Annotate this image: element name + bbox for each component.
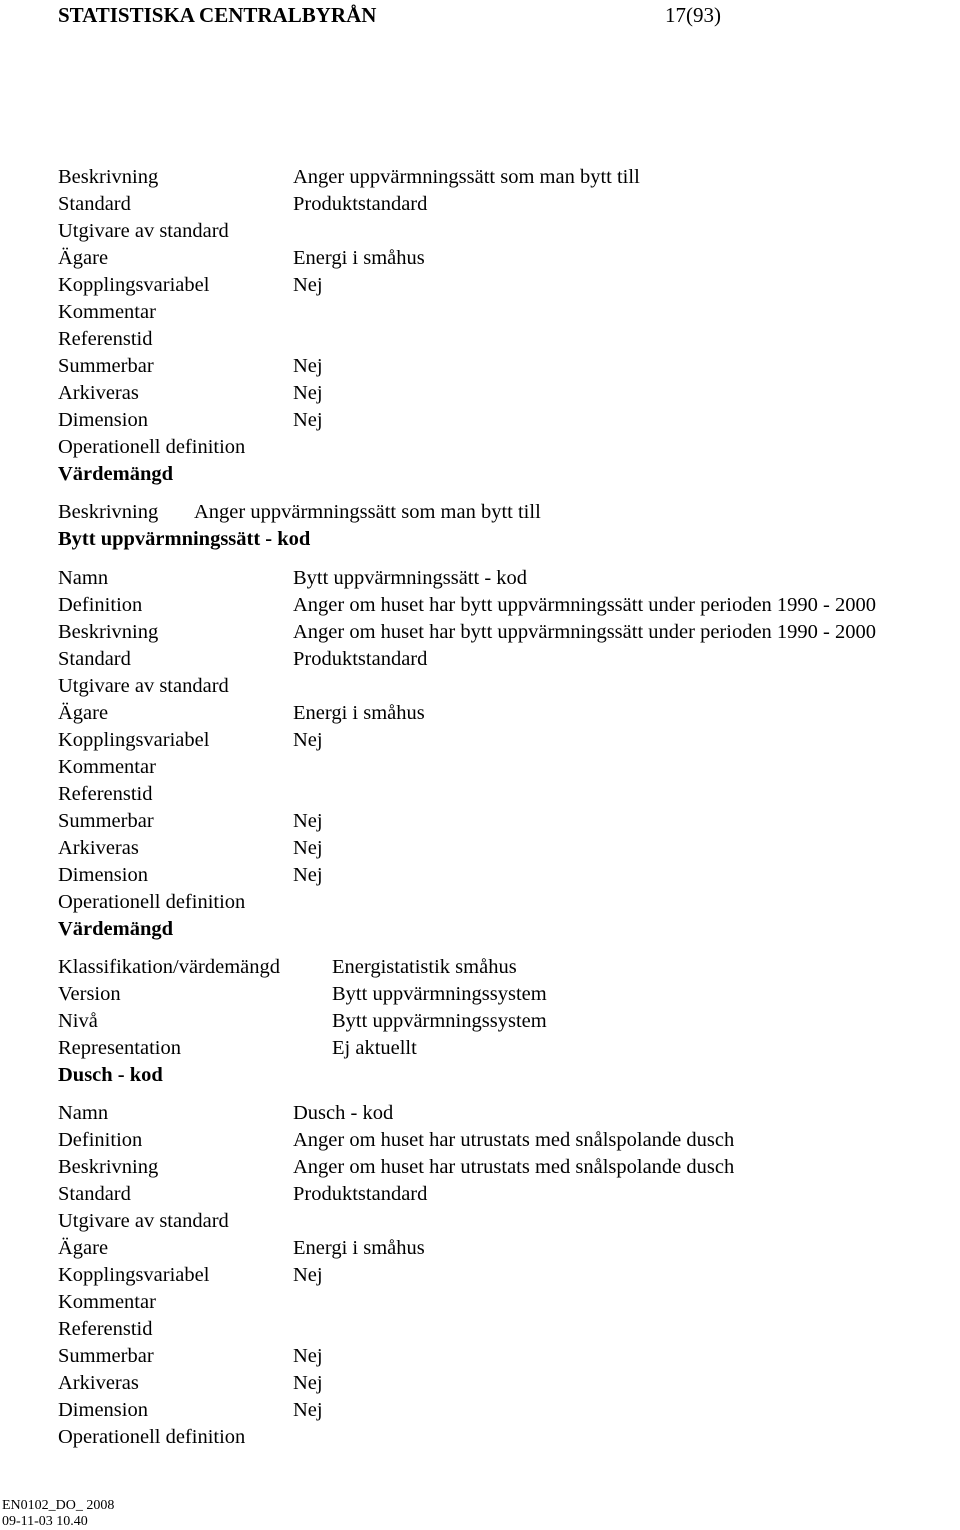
s3-label: Definition	[58, 1129, 143, 1151]
s3-label: Utgivare av standard	[58, 1210, 229, 1232]
s1-value: Nej	[293, 274, 323, 296]
s2-label: Utgivare av standard	[58, 675, 229, 697]
s1-label: Beskrivning	[58, 166, 159, 188]
s3-label: Summerbar	[58, 1345, 154, 1367]
s1-label: Summerbar	[58, 355, 154, 377]
s3-label: Beskrivning	[58, 1156, 159, 1178]
s3-value: Nej	[293, 1399, 323, 1421]
s2-value: Bytt uppvärmningssätt - kod	[293, 567, 528, 589]
s3-label: Arkiveras	[58, 1372, 139, 1394]
s1-label: Arkiveras	[58, 382, 139, 404]
page-number: 17(93)	[665, 3, 721, 27]
s1-vardemangd: Värdemängd	[58, 463, 174, 485]
s2-value: Nej	[293, 837, 323, 859]
s1-label: Referenstid	[58, 328, 153, 350]
s2-value: Anger om huset har bytt uppvärmningssätt under perioden 1990 - 2000	[293, 621, 876, 643]
class-value: Energistatistik småhus	[332, 956, 517, 978]
footer-doc: EN0102_DO_ 2008	[2, 1498, 115, 1513]
s2-label: Kopplingsvariabel	[58, 729, 210, 751]
s2-label: Dimension	[58, 864, 148, 886]
s3-label: Operationell definition	[58, 1426, 246, 1448]
s3-label: Kommentar	[58, 1291, 156, 1313]
s1-desc-value: Anger uppvärmningssätt som man bytt till	[194, 501, 541, 523]
s2-vardemangd: Värdemängd	[58, 918, 174, 940]
s3-label: Referenstid	[58, 1318, 153, 1340]
s3-value: Nej	[293, 1372, 323, 1394]
s1-label: Utgivare av standard	[58, 220, 229, 242]
s1-value: Nej	[293, 355, 323, 377]
class-value: Ej aktuellt	[332, 1037, 417, 1059]
s1-label: Kommentar	[58, 301, 156, 323]
s3-label: Kopplingsvariabel	[58, 1264, 210, 1286]
s2-label: Standard	[58, 648, 131, 670]
s2-value: Produktstandard	[293, 648, 428, 670]
s2-label: Operationell definition	[58, 891, 246, 913]
s3-value: Anger om huset har utrustats med snålspolande dusch	[293, 1129, 735, 1151]
class-label: Version	[58, 983, 121, 1005]
s2-label: Summerbar	[58, 810, 154, 832]
s2-value: Nej	[293, 810, 323, 832]
s2-value: Energi i småhus	[293, 702, 425, 724]
s3-value: Energi i småhus	[293, 1237, 425, 1259]
s1-value: Energi i småhus	[293, 247, 425, 269]
footer-date: 09-11-03 10.40	[2, 1514, 88, 1529]
s1-label: Standard	[58, 193, 131, 215]
s1-value: Anger uppvärmningssätt som man bytt till	[293, 166, 640, 188]
s1-value: Produktstandard	[293, 193, 428, 215]
section-heading: Bytt uppvärmningssätt - kod	[58, 528, 311, 550]
s3-value: Anger om huset har utrustats med snålspolande dusch	[293, 1156, 735, 1178]
s2-label: Referenstid	[58, 783, 153, 805]
s1-label: Kopplingsvariabel	[58, 274, 210, 296]
s3-label: Ägare	[58, 1237, 109, 1259]
s3-label: Dimension	[58, 1399, 148, 1421]
s3-value: Dusch - kod	[293, 1102, 394, 1124]
s1-label: Ägare	[58, 247, 109, 269]
class-label: Representation	[58, 1037, 181, 1059]
s3-value: Produktstandard	[293, 1183, 428, 1205]
s2-label: Beskrivning	[58, 621, 159, 643]
s2-label: Arkiveras	[58, 837, 139, 859]
s1-label: Operationell definition	[58, 436, 246, 458]
s3-label: Namn	[58, 1102, 109, 1124]
s2-label: Kommentar	[58, 756, 156, 778]
s2-label: Definition	[58, 594, 143, 616]
s2-value: Nej	[293, 729, 323, 751]
section-heading: Dusch - kod	[58, 1064, 163, 1086]
header-org: STATISTISKA CENTRALBYRÅN	[58, 3, 377, 27]
s3-value: Nej	[293, 1264, 323, 1286]
s2-value: Anger om huset har bytt uppvärmningssätt under perioden 1990 - 2000	[293, 594, 876, 616]
s3-label: Standard	[58, 1183, 131, 1205]
s1-value: Nej	[293, 382, 323, 404]
class-value: Bytt uppvärmningssystem	[332, 983, 547, 1005]
class-label: Nivå	[58, 1010, 98, 1032]
s2-value: Nej	[293, 864, 323, 886]
class-value: Bytt uppvärmningssystem	[332, 1010, 547, 1032]
s3-value: Nej	[293, 1345, 323, 1367]
s1-value: Nej	[293, 409, 323, 431]
class-label: Klassifikation/värdemängd	[58, 956, 281, 978]
s1-desc-label: Beskrivning	[58, 501, 159, 523]
s2-label: Namn	[58, 567, 109, 589]
s2-label: Ägare	[58, 702, 109, 724]
s1-label: Dimension	[58, 409, 148, 431]
